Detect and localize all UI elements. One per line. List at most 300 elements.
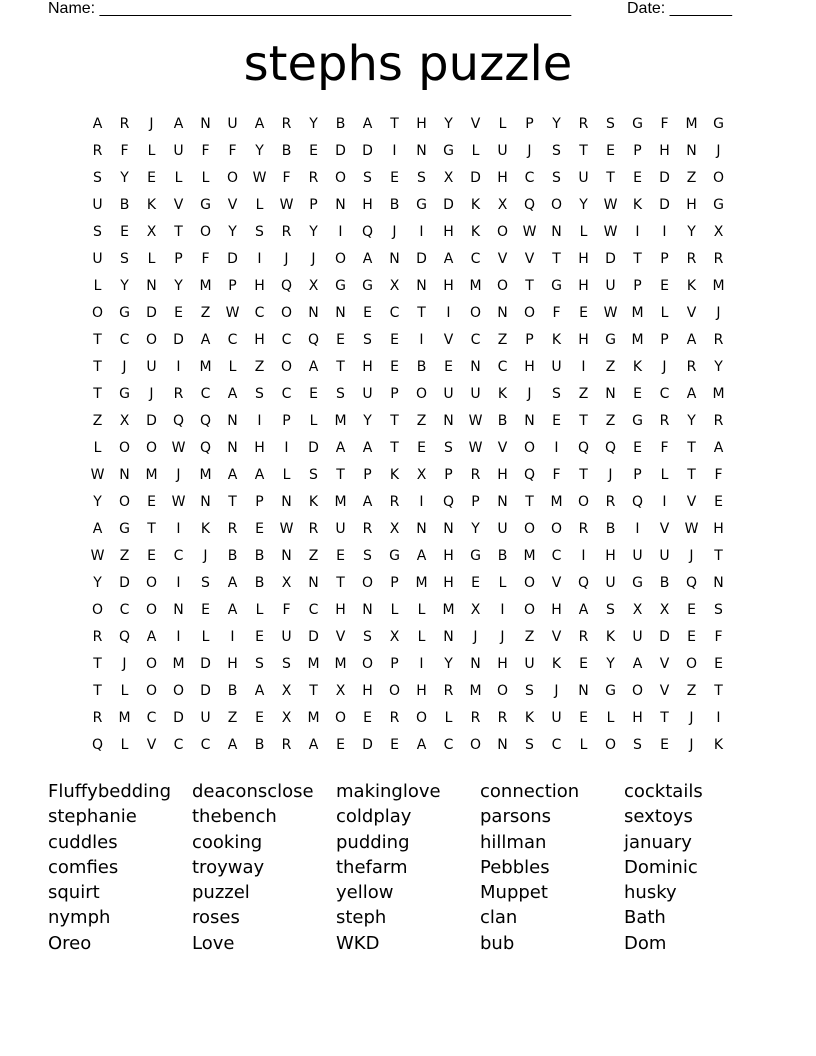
grid-letter: N: [200, 115, 211, 132]
grid-letter: E: [579, 304, 588, 321]
grid-letter: R: [686, 358, 697, 375]
grid-letter: E: [336, 547, 345, 564]
grid-letter: C: [254, 304, 265, 321]
grid-letter: O: [361, 655, 374, 672]
grid-letter: L: [417, 628, 426, 645]
grid-letter: L: [120, 736, 129, 753]
grid-letter: B: [335, 115, 346, 132]
grid-letter: O: [415, 709, 428, 726]
grid-letter: C: [389, 304, 400, 321]
grid-letter: D: [200, 655, 211, 672]
grid-letter: H: [254, 277, 265, 294]
grid-letter: H: [335, 601, 346, 618]
grid-letter: M: [469, 682, 482, 699]
grid-letter: Z: [119, 547, 130, 564]
grid-letter: Z: [524, 628, 535, 645]
grid-letter: E: [336, 331, 345, 348]
grid-letter: A: [200, 331, 211, 348]
grid-letter: W: [279, 196, 294, 213]
grid-letter: T: [309, 682, 318, 699]
grid-letter: E: [390, 169, 399, 186]
grid-letter: G: [416, 196, 427, 213]
grid-letter: A: [254, 682, 265, 699]
grid-letter: Q: [172, 412, 185, 429]
grid-letter: V: [227, 196, 238, 213]
word-list-item: cuddles: [48, 831, 118, 853]
grid-letter: O: [523, 304, 536, 321]
grid-letter: I: [581, 547, 586, 564]
grid-letter: E: [309, 142, 318, 159]
grid-letter: P: [174, 250, 183, 267]
grid-letter: F: [660, 115, 669, 132]
grid-letter: L: [498, 574, 507, 591]
grid-letter: G: [119, 304, 130, 321]
grid-letter: M: [199, 358, 212, 375]
grid-letter: S: [282, 655, 291, 672]
grid-letter: T: [174, 223, 183, 240]
grid-letter: R: [605, 493, 616, 510]
grid-letter: O: [415, 385, 428, 402]
grid-letter: D: [659, 196, 670, 213]
grid-letter: I: [257, 250, 262, 267]
grid-letter: D: [416, 250, 427, 267]
grid-letter: M: [469, 277, 482, 294]
grid-letter: B: [389, 196, 400, 213]
grid-letter: M: [712, 277, 725, 294]
grid-letter: Q: [118, 628, 131, 645]
grid-letter: T: [552, 250, 561, 267]
grid-letter: D: [146, 412, 157, 429]
grid-letter: S: [363, 169, 372, 186]
grid-letter: K: [551, 331, 562, 348]
grid-letter: X: [632, 601, 643, 618]
grid-letter: W: [225, 304, 240, 321]
grid-letter: I: [419, 223, 424, 240]
grid-letter: O: [199, 223, 212, 240]
word-list-item: squirt: [48, 882, 100, 904]
grid-letter: N: [335, 304, 346, 321]
grid-letter: V: [659, 682, 670, 699]
grid-letter: R: [92, 628, 103, 645]
grid-letter: N: [605, 385, 616, 402]
grid-letter: Q: [91, 736, 104, 753]
grid-letter: I: [419, 655, 424, 672]
grid-letter: L: [606, 709, 615, 726]
grid-letter: O: [550, 196, 563, 213]
grid-letter: S: [93, 223, 102, 240]
grid-letter: J: [716, 304, 721, 321]
grid-letter: N: [416, 142, 427, 159]
grid-letter: G: [443, 142, 454, 159]
grid-letter: D: [119, 574, 130, 591]
grid-letter: H: [578, 250, 589, 267]
grid-letter: I: [257, 412, 262, 429]
grid-letter: W: [603, 304, 618, 321]
grid-letter: I: [554, 439, 559, 456]
grid-letter: L: [201, 628, 210, 645]
grid-letter: O: [685, 655, 698, 672]
grid-letter: B: [416, 358, 427, 375]
grid-letter: V: [443, 331, 454, 348]
grid-letter: J: [149, 385, 154, 402]
grid-letter: A: [443, 250, 454, 267]
word-list-item: january: [624, 831, 692, 853]
grid-letter: H: [254, 331, 265, 348]
grid-letter: H: [632, 709, 643, 726]
grid-letter: J: [392, 223, 397, 240]
grid-letter: Z: [227, 709, 238, 726]
grid-letter: Z: [92, 412, 103, 429]
grid-letter: L: [201, 169, 210, 186]
grid-letter: R: [92, 709, 103, 726]
grid-letter: T: [93, 385, 102, 402]
grid-letter: A: [362, 493, 373, 510]
grid-letter: D: [227, 250, 238, 267]
grid-letter: U: [524, 655, 535, 672]
grid-letter: J: [473, 628, 478, 645]
grid-letter: Y: [174, 277, 183, 294]
grid-letter: C: [470, 250, 481, 267]
grid-letter: A: [227, 736, 238, 753]
word-list-item: Fluffybedding: [48, 781, 172, 802]
grid-letter: D: [362, 736, 373, 753]
grid-letter: C: [227, 331, 238, 348]
grid-letter: I: [176, 358, 181, 375]
grid-letter: U: [362, 385, 373, 402]
grid-letter: J: [527, 142, 532, 159]
grid-letter: E: [201, 601, 210, 618]
letter-grid: [84, 110, 732, 758]
grid-letter: J: [689, 709, 694, 726]
grid-letter: D: [335, 142, 346, 159]
grid-letter: G: [713, 115, 724, 132]
grid-letter: L: [93, 277, 102, 294]
grid-letter: L: [174, 169, 183, 186]
grid-letter: G: [119, 520, 130, 537]
grid-letter: X: [443, 169, 454, 186]
grid-letter: L: [120, 682, 129, 699]
grid-letter: G: [632, 574, 643, 591]
grid-letter: N: [173, 601, 184, 618]
grid-letter: E: [660, 736, 669, 753]
grid-letter: K: [605, 628, 616, 645]
grid-letter: T: [579, 466, 588, 483]
grid-letter: U: [92, 196, 103, 213]
grid-letter: E: [363, 709, 372, 726]
grid-letter: R: [443, 682, 454, 699]
grid-letter: N: [686, 142, 697, 159]
grid-letter: R: [578, 628, 589, 645]
grid-letter: H: [497, 655, 508, 672]
grid-letter: N: [497, 493, 508, 510]
grid-letter: F: [201, 250, 210, 267]
grid-letter: X: [119, 412, 130, 429]
grid-letter: O: [118, 439, 131, 456]
grid-letter: L: [309, 412, 318, 429]
word-list-item: roses: [192, 907, 240, 929]
grid-letter: T: [606, 169, 615, 186]
grid-letter: F: [228, 142, 237, 159]
grid-letter: A: [416, 547, 427, 564]
grid-letter: C: [308, 601, 319, 618]
grid-letter: H: [362, 196, 373, 213]
grid-letter: N: [470, 655, 481, 672]
grid-letter: O: [145, 331, 158, 348]
grid-letter: B: [254, 574, 265, 591]
grid-letter: C: [200, 736, 211, 753]
grid-letter: Z: [605, 412, 616, 429]
grid-letter: N: [281, 547, 292, 564]
grid-letter: N: [281, 493, 292, 510]
grid-letter: Q: [199, 412, 212, 429]
grid-letter: I: [419, 331, 424, 348]
grid-letter: Y: [687, 223, 696, 240]
grid-letter: I: [392, 142, 397, 159]
grid-letter: W: [603, 196, 618, 213]
grid-letter: A: [686, 331, 697, 348]
grid-letter: D: [173, 709, 184, 726]
grid-letter: E: [417, 439, 426, 456]
grid-letter: C: [281, 385, 292, 402]
grid-letter: I: [662, 493, 667, 510]
grid-letter: H: [497, 169, 508, 186]
grid-letter: S: [363, 547, 372, 564]
grid-letter: A: [362, 250, 373, 267]
grid-letter: A: [632, 655, 643, 672]
grid-letter: I: [635, 223, 640, 240]
grid-letter: O: [361, 574, 374, 591]
grid-letter: D: [605, 250, 616, 267]
grid-letter: J: [716, 142, 721, 159]
grid-letter: Y: [93, 493, 102, 510]
grid-letter: Q: [685, 574, 698, 591]
grid-letter: O: [469, 736, 482, 753]
grid-letter: T: [336, 574, 345, 591]
grid-letter: A: [146, 628, 157, 645]
grid-letter: Z: [200, 304, 211, 321]
grid-letter: N: [119, 466, 130, 483]
grid-letter: J: [527, 385, 532, 402]
grid-letter: Q: [577, 439, 590, 456]
grid-letter: M: [550, 493, 563, 510]
grid-letter: E: [579, 655, 588, 672]
grid-letter: U: [497, 142, 508, 159]
grid-letter: C: [551, 547, 562, 564]
grid-letter: P: [525, 331, 534, 348]
grid-letter: B: [254, 736, 265, 753]
grid-letter: T: [525, 493, 534, 510]
grid-letter: P: [633, 277, 642, 294]
grid-letter: E: [309, 385, 318, 402]
grid-letter: G: [632, 115, 643, 132]
grid-letter: B: [227, 682, 238, 699]
grid-letter: K: [686, 277, 697, 294]
grid-letter: H: [362, 682, 373, 699]
grid-letter: N: [497, 736, 508, 753]
grid-letter: W: [684, 520, 699, 537]
grid-letter: L: [444, 709, 453, 726]
grid-letter: A: [362, 439, 373, 456]
grid-letter: J: [689, 736, 694, 753]
grid-letter: O: [145, 574, 158, 591]
grid-letter: Y: [714, 358, 723, 375]
grid-letter: L: [147, 142, 156, 159]
grid-letter: P: [390, 574, 399, 591]
word-list: [48, 780, 768, 957]
grid-letter: U: [497, 520, 508, 537]
grid-letter: P: [471, 493, 480, 510]
grid-letter: C: [470, 331, 481, 348]
name-field-label: Name: _____________________________________________________: [48, 0, 572, 17]
grid-letter: T: [228, 493, 237, 510]
grid-letter: P: [363, 466, 372, 483]
grid-letter: S: [363, 331, 372, 348]
word-list-item: Dominic: [624, 856, 698, 878]
word-list-item: makinglove: [336, 781, 441, 802]
grid-letter: P: [633, 466, 642, 483]
grid-letter: G: [389, 547, 400, 564]
grid-letter: U: [92, 250, 103, 267]
grid-letter: Y: [552, 115, 561, 132]
grid-letter: O: [226, 169, 239, 186]
grid-letter: A: [578, 601, 589, 618]
grid-letter: O: [334, 709, 347, 726]
grid-letter: D: [146, 304, 157, 321]
grid-letter: S: [309, 466, 318, 483]
grid-letter: N: [416, 520, 427, 537]
grid-letter: T: [93, 331, 102, 348]
word-list-item: deaconsclose: [192, 781, 314, 802]
grid-letter: K: [146, 196, 157, 213]
grid-letter: L: [498, 115, 507, 132]
grid-letter: I: [176, 520, 181, 537]
grid-letter: N: [497, 304, 508, 321]
grid-letter: V: [551, 574, 562, 591]
grid-letter: K: [389, 466, 400, 483]
grid-letter: C: [443, 736, 454, 753]
grid-letter: P: [282, 412, 291, 429]
grid-letter: V: [497, 250, 508, 267]
grid-letter: G: [119, 385, 130, 402]
grid-letter: M: [442, 601, 455, 618]
word-list-item: bub: [480, 932, 515, 954]
word-list-item: pudding: [336, 831, 410, 853]
grid-letter: H: [686, 196, 697, 213]
grid-letter: U: [632, 547, 643, 564]
grid-letter: Y: [363, 412, 372, 429]
grid-letter: X: [146, 223, 157, 240]
grid-letter: W: [171, 493, 186, 510]
grid-letter: E: [390, 358, 399, 375]
grid-letter: K: [200, 520, 211, 537]
grid-letter: U: [605, 574, 616, 591]
word-list-item: Dom: [624, 932, 667, 954]
grid-letter: N: [308, 304, 319, 321]
grid-letter: G: [200, 196, 211, 213]
grid-letter: S: [714, 601, 723, 618]
grid-letter: O: [712, 169, 725, 186]
grid-letter: O: [496, 277, 509, 294]
word-list-item: WKD: [336, 932, 380, 954]
grid-letter: E: [606, 142, 615, 159]
grid-letter: S: [525, 736, 534, 753]
grid-letter: J: [689, 547, 694, 564]
grid-letter: Z: [605, 358, 616, 375]
grid-letter: U: [200, 709, 211, 726]
grid-letter: J: [122, 358, 127, 375]
grid-letter: K: [551, 655, 562, 672]
word-list-item: clan: [480, 907, 518, 929]
word-list-item: stephanie: [48, 806, 137, 828]
grid-letter: E: [363, 304, 372, 321]
grid-letter: O: [523, 601, 536, 618]
grid-letter: M: [199, 466, 212, 483]
grid-letter: S: [201, 574, 210, 591]
word-list-item: coldplay: [336, 806, 412, 828]
grid-letter: T: [417, 304, 426, 321]
grid-letter: W: [90, 466, 105, 483]
grid-letter: R: [389, 709, 400, 726]
word-list-item: steph: [336, 907, 387, 929]
grid-letter: M: [415, 574, 428, 591]
grid-letter: M: [307, 655, 320, 672]
grid-letter: Z: [416, 412, 427, 429]
grid-letter: Z: [497, 331, 508, 348]
word-list-item: puzzel: [192, 882, 250, 904]
grid-letter: R: [119, 115, 130, 132]
grid-letter: E: [687, 601, 696, 618]
grid-letter: J: [284, 250, 289, 267]
grid-letter: O: [631, 682, 644, 699]
grid-letter: I: [338, 223, 343, 240]
grid-letter: U: [470, 385, 481, 402]
grid-letter: Y: [309, 115, 318, 132]
grid-letter: I: [419, 493, 424, 510]
grid-letter: Z: [308, 547, 319, 564]
grid-letter: M: [199, 277, 212, 294]
grid-letter: U: [551, 358, 562, 375]
grid-letter: R: [362, 520, 373, 537]
grid-letter: S: [606, 601, 615, 618]
grid-letter: H: [443, 223, 454, 240]
grid-letter: I: [581, 358, 586, 375]
grid-letter: B: [254, 547, 265, 564]
grid-letter: N: [335, 196, 346, 213]
grid-letter: P: [255, 493, 264, 510]
grid-letter: C: [173, 547, 184, 564]
header-line: [48, 0, 748, 20]
grid-letter: E: [633, 169, 642, 186]
grid-letter: O: [145, 439, 158, 456]
grid-letter: U: [551, 709, 562, 726]
grid-letter: I: [176, 628, 181, 645]
grid-letter: M: [631, 304, 644, 321]
grid-letter: A: [308, 736, 319, 753]
grid-letter: T: [93, 655, 102, 672]
grid-letter: R: [173, 385, 184, 402]
grid-letter: T: [579, 412, 588, 429]
grid-letter: Z: [254, 358, 265, 375]
grid-letter: M: [334, 655, 347, 672]
grid-letter: Z: [686, 682, 697, 699]
grid-letter: U: [173, 142, 184, 159]
grid-letter: X: [389, 520, 400, 537]
grid-letter: M: [685, 115, 698, 132]
grid-letter: E: [552, 412, 561, 429]
grid-letter: X: [470, 601, 481, 618]
word-list-item: Love: [192, 932, 235, 954]
word-list-item: cocktails: [624, 781, 703, 802]
